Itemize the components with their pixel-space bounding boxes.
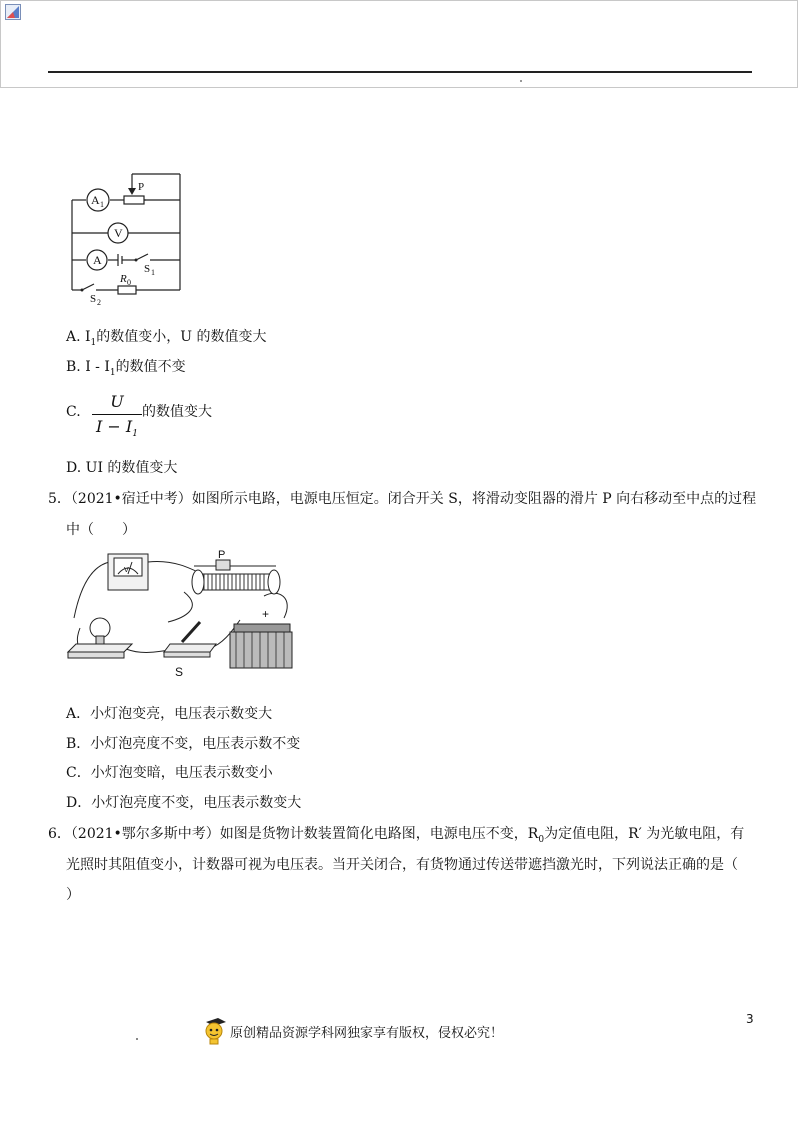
switch-s-label: S [175,665,184,678]
option-symbol: I [85,329,91,345]
option-subscript: 1 [109,367,116,378]
header-rule [48,71,752,73]
q4-option-c-fraction [92,392,142,440]
option-subscript: 1 [90,337,97,348]
denominator-subscript: 1 [132,429,138,440]
copyright-footer [200,1016,503,1046]
switch-s1-label: S [144,263,151,275]
option-letter: A. [66,329,81,345]
option-text: 的数值变小，U 的数值变大 [96,329,267,345]
mascot-icon [200,1016,228,1046]
q5-option-d: D．小灯泡亮度不变，电压表示数变大 [66,795,302,811]
fraction-bar [92,414,142,415]
option-text: UI 的数值变大 [85,460,178,476]
q6-text-b: 为定值电阻，R′ 为光敏电阻，有 [544,826,745,842]
ammeter-a1-label: A [91,193,100,207]
rheostat-p-label: P [218,549,226,561]
fraction-numerator: U [110,392,124,411]
q4-option-a [66,327,267,353]
battery-plus-label: + [262,607,270,621]
page-header [0,0,798,88]
q4-option-b [66,357,186,383]
switch-s2-label: S [90,293,97,305]
q5-stem-line2: 中（ ） [66,522,136,538]
header-dot [520,80,522,82]
ammeter-a1-sub: 1 [100,200,104,209]
broken-image-icon [5,4,21,20]
page-number: 3 [746,1012,754,1026]
fraction-denominator [92,417,142,440]
slider-p-label: P [138,181,145,193]
q6-stem-line3: ） [66,887,80,903]
q5-option-a: A．小灯泡变亮，电压表示数变大 [66,706,273,722]
denominator-text: I − I [96,417,133,436]
q4-circuit-diagram [66,168,186,308]
switch-s1-sub: 1 [151,268,155,277]
footer-dot [136,1038,138,1040]
option-symbol: I - I [85,359,110,375]
option-letter: B. [66,359,81,375]
q5-option-c: C．小灯泡变暗，电压表示数变小 [66,765,273,781]
option-text: 的数值不变 [115,359,186,375]
q6-subscript: 0 [538,834,545,845]
q6-text-a: 6．（2021•鄂尔多斯中考）如图是货物计数装置简化电路图，电源电压不变，R [48,826,539,842]
q6-stem-line2: 光照时其阻值变小，计数器可视为电压表。当开关闭合，有货物通过传送带遮挡激光时，下列说法正确的是（ [66,857,738,873]
option-letter: D. [66,460,82,476]
resistor-r0-sub: 0 [127,278,131,287]
q4-option-c-letter: C. [66,404,81,420]
meter-v-label: V [124,567,129,574]
q6-stem-line1 [48,824,744,850]
voltmeter-label: V [114,226,123,240]
q5-option-b: B．小灯泡亮度不变，电压表示数不变 [66,736,301,752]
q4-option-c-text: 的数值变大 [142,404,212,420]
resistor-r0-label: R [120,273,127,285]
copyright-text: 原创精品资源学科网独家享有版权，侵权必究！ [230,1025,504,1041]
q4-option-d [66,458,177,478]
q5-circuit-illustration [64,548,304,678]
ammeter-a-label: A [93,253,102,267]
switch-s2-sub: 2 [97,298,101,307]
q5-stem-line1: 5．（2021•宿迁中考）如图所示电路，电源电压恒定。闭合开关 S，将滑动变阻器的滑片 P 向右移动至中点的过程 [48,491,757,507]
